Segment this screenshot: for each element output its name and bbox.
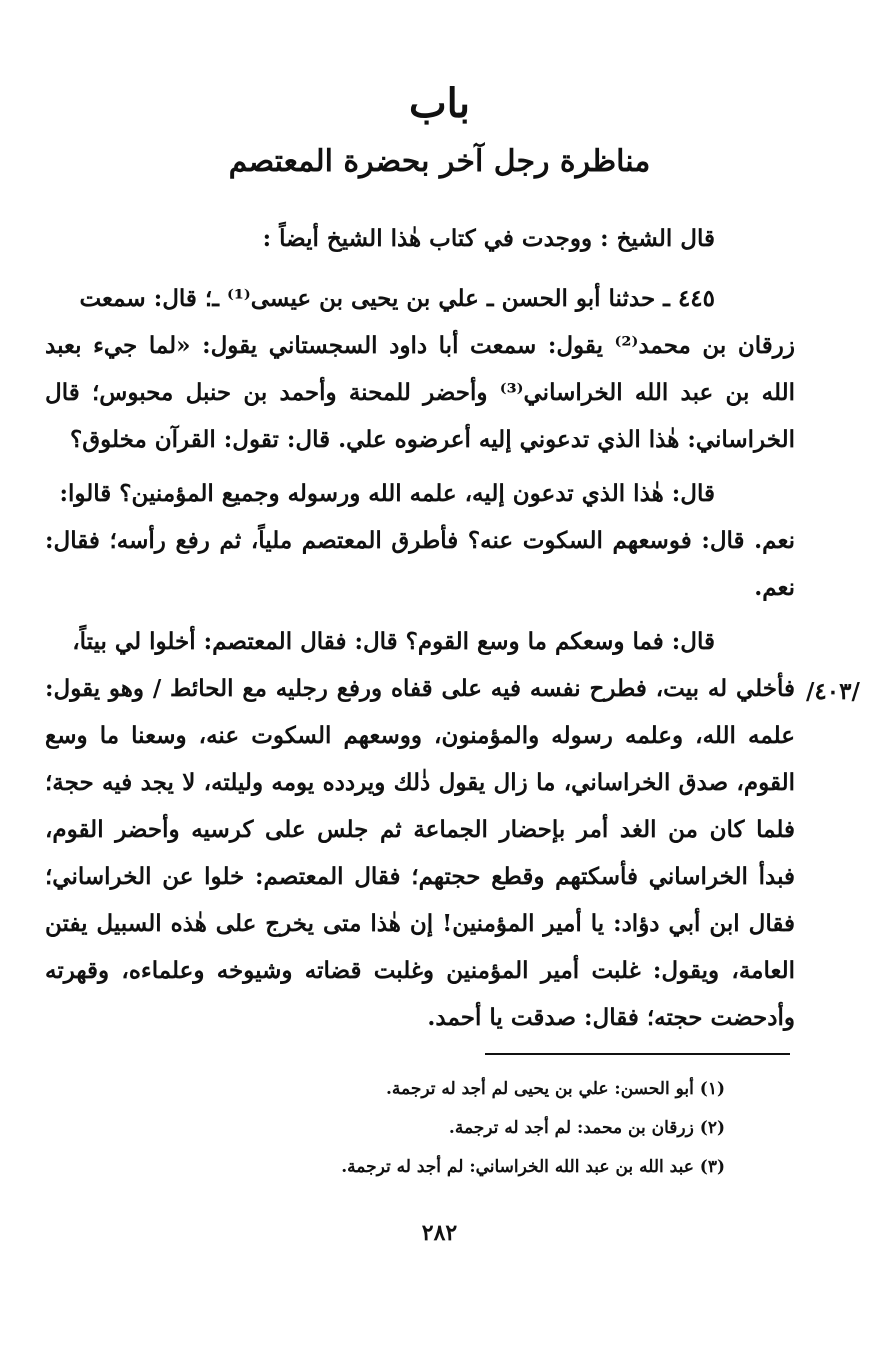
paragraph-first-line: ٤٤٥ ـ حدثنا أبو الحسن ـ علي بن يحيى بن عيسى⁽¹⁾ ـ؛ قال: سمعت: [79, 285, 715, 312]
chapter-subtitle: مناظرة رجل آخر بحضرة المعتصم: [228, 144, 651, 179]
paragraph-continuation: نعم. قال: فوسعهم السكوت عنه؟ فأطرق المعتصم ملياً، ثم رفع رأسه؛ فقال: نعم.: [45, 527, 795, 601]
footnote-2: (٢) زرقان بن محمد: لم أجد له ترجمة.: [448, 1118, 725, 1138]
paragraph-first-line: قال: هٰذا الذي تدعون إليه، علمه الله ورسوله وجميع المؤمنين؟ قالوا:: [59, 480, 715, 507]
intro-line: قال الشيخ : ووجدت في كتاب هٰذا الشيخ أيضاً :: [262, 225, 715, 252]
paragraph-question: [45, 470, 795, 611]
paragraph-mutasim: [45, 618, 795, 1041]
footnote-separator: [485, 1053, 790, 1055]
footnotes: [200, 1070, 725, 1187]
paragraph-first-line: قال: فما وسعكم ما وسع القوم؟ قال: فقال المعتصم: أخلوا لي بيتاً،: [72, 628, 715, 655]
margin-page-reference: /٤٠٣/: [806, 678, 860, 705]
paragraph-hadith-445: [45, 275, 795, 463]
paragraph-continuation: فأخلي له بيت، فطرح نفسه فيه على قفاه ورفع رجليه مع الحائط / وهو يقول: علمه الله، وعلمه رسوله والمؤمنون، ووسعهم السكوت عنه، وسعنا ما وسع القوم، صدق الخراساني، ما زال يقول ذٰلك ويردده يومه وليلته، لا يجد فيه حجة؛ فلما كان من الغد أمر بإحضار الجماعة ثم جلس على كرسيه وأحضر القوم، فبدأ الخراساني فأسكتهم وقطع حجتهم؛ فقال المعتصم: خلوا عن الخراساني؛ فقال ابن أبي دؤاد: يا أمير المؤمنين! إن هٰذا متى يخرج على هٰذه السبيل يفتن العامة، ويقول: غلبت أمير المؤمنين وغلبت قضاته وشيوخه وعلماءه، وقهرته وأدحضت حجته؛ فقال: صدقت يا أحمد.: [45, 675, 795, 1031]
page-number: ٢٨٢: [421, 1220, 458, 1246]
footnote-1: (١) أبو الحسن: علي بن يحيى لم أجد له ترجمة.: [385, 1079, 725, 1099]
paragraph-continuation: زرقان بن محمد⁽²⁾ يقول: سمعت أبا داود السجستاني يقول: «لما جيء بعبد الله بن عبد الله الخراساني⁽³⁾ وأحضر للمحنة وأحمد بن حنبل محبوس؛ قال الخراساني: هٰذا الذي تدعوني إليه أعرضوه علي. قال: تقول: القرآن مخلوق؟: [45, 332, 796, 453]
footnote-3: (٣) عبد الله بن عبد الله الخراساني: لم أجد له ترجمة.: [341, 1157, 725, 1177]
chapter-heading: باب: [409, 80, 470, 127]
